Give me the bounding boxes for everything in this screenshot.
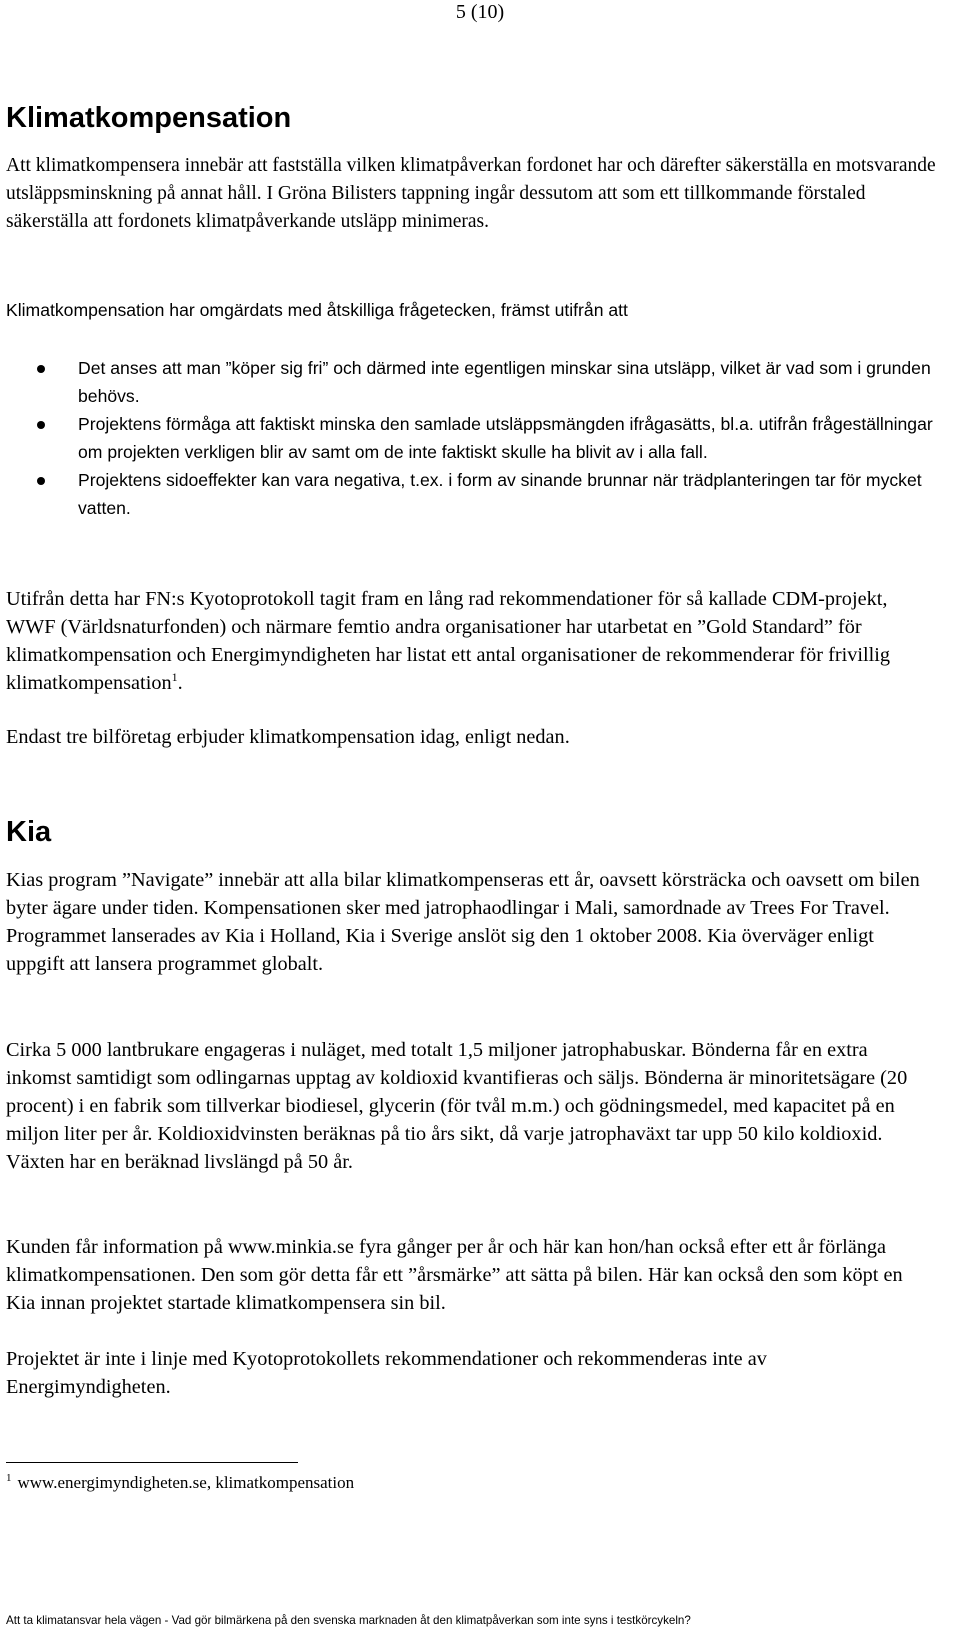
- list-item-text: Projektens sidoeffekter kan vara negativa, t.ex. i form av sinande brunnar när trädplanteringen tar för mycket vatten.: [78, 470, 922, 518]
- footnote-mark: 1: [6, 1472, 12, 1485]
- section-title-klimatkompensation: Klimatkompensation: [6, 102, 292, 134]
- bullet-icon: [37, 477, 45, 485]
- list-item-text: Det anses att man ”köper sig fri” och därmed inte egentligen minskar sina utsläpp, vilket är vad som i grunden behövs.: [78, 358, 931, 406]
- list-item: [6, 410, 936, 466]
- concerns-list: [6, 354, 936, 522]
- bullet-icon: [37, 365, 45, 373]
- footnote-divider: [6, 1462, 298, 1463]
- kia-kyoto-paragraph: Projektet är inte i linje med Kyotoprotokollets rekommendationer och rekommenderas inte av Energimyndigheten.: [6, 1348, 767, 1398]
- recommendations-text: Utifrån detta har FN:s Kyotoprotokoll tagit fram en lång rad rekommendationer för så kallade CDM-projekt, WWF (Världsnaturfonden) och närmare femtio andra organisationer har utarbetat en ”Gold Standard” för klimatkompensation och Energimyndigheten har listat ett antal organisationer de rekommenderar för frivillig klimatkompensation: [6, 588, 891, 694]
- footnote: [6, 1470, 354, 1496]
- page-footer: Att ta klimatansvar hela vägen - Vad gör bilmärkena på den svenska marknaden åt den klimatpåverkan som inte syns i testkörcykeln?: [6, 1614, 691, 1627]
- list-item: [6, 354, 936, 410]
- recommendations-paragraph: [6, 585, 936, 697]
- footnote-text: www.energimyndigheten.se, klimatkompensation: [17, 1473, 355, 1492]
- section-title-kia: Kia: [6, 816, 52, 848]
- bullet-icon: [37, 421, 45, 429]
- list-item-text: Projektens förmåga att faktiskt minska den samlade utsläppsmängden ifrågasätts, bl.a. utifrån frågeställningar om projekten verkligen blir av samt om de inte faktiskt skulle ha blivit av i alla fall.: [78, 414, 933, 462]
- recommendations-end: .: [177, 672, 183, 694]
- three-companies-paragraph: Endast tre bilföretag erbjuder klimatkompensation idag, enligt nedan.: [6, 726, 570, 748]
- concerns-intro-paragraph: Klimatkompensation har omgärdats med åtskilliga frågetecken, främst utifrån att: [6, 300, 628, 320]
- kia-program-paragraph: Kias program ”Navigate” innebär att alla bilar klimatkompenseras ett år, oavsett körsträcka och oavsett om bilen byter ägare under tiden. Kompensationen sker med jatrophaodlingar i Mali, samordnade av Trees For Travel. Programmet lanserades av Kia i Holland, Kia i Sverige anslöt sig den 1 oktober 2008. Kia överväger enligt uppgift att lansera programmet globalt.: [6, 869, 920, 975]
- intro-paragraph: Att klimatkompensera innebär att fastställa vilken klimatpåverkan fordonet har och därefter säkerställa en motsvarande utsläppsminskning på annat håll. I Gröna Bilisters tappning ingår dessutom att som ett tillkommande förstaled säkerställa att fordonets klimatpåverkande utsläpp minimeras.: [6, 155, 936, 232]
- kia-farmers-paragraph: Cirka 5 000 lantbrukare engageras i nuläget, med totalt 1,5 miljoner jatrophabuskar. Bönderna får en extra inkomst samtidigt som odlingarnas upptag av koldioxid kvantifieras och säljs. Bönderna är minoritetsägare (20 procent) i en fabrik som tillverkar biodiesel, glycerin (för tvål m.m.) och gödningsmedel, med kapacitet på en miljon liter per år. Koldioxidvinsten beräknas på tio års sikt, då varje jatrophaväxt tar upp 50 kilo koldioxid. Växten har en beräknad livslängd på 50 år.: [6, 1039, 908, 1173]
- kia-customer-paragraph: Kunden får information på www.minkia.se fyra gånger per år och här kan hon/han också efter ett år förlänga klimatkompensationen. Den som gör detta får ett ”årsmärke” att sätta på bilen. Här kan också den som köpt en Kia innan projektet startade klimatkompensera sin bil.: [6, 1236, 903, 1314]
- page-number: 5 (10): [455, 1, 505, 23]
- list-item: [6, 466, 936, 522]
- footnote-reference[interactable]: 1: [171, 670, 178, 685]
